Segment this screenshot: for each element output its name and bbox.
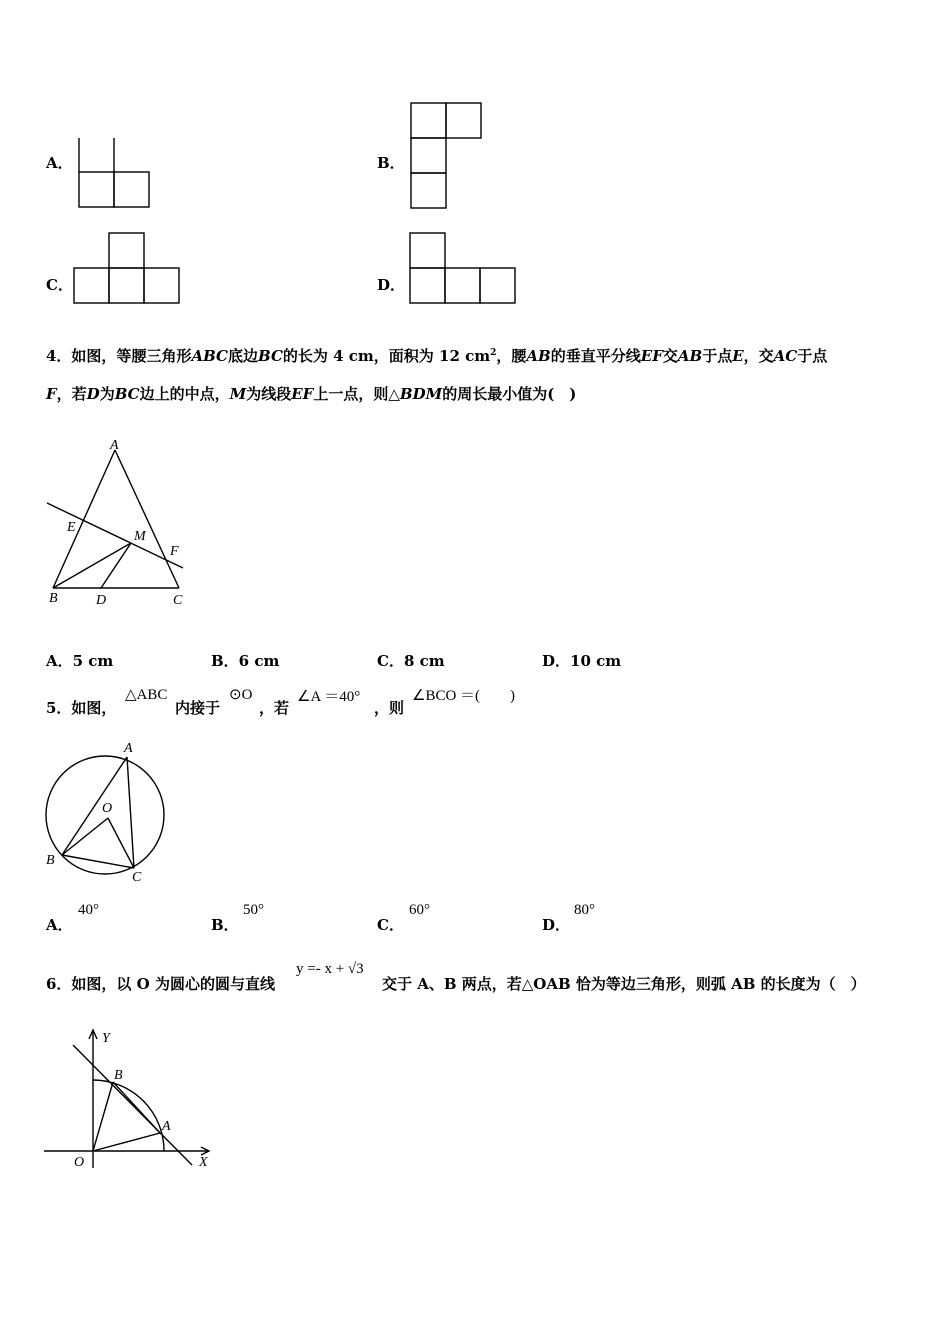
q5-stem-d: ，则 bbox=[374, 699, 405, 717]
q5-option-c-value: 60° bbox=[409, 902, 430, 918]
q5-option-a-value: 40° bbox=[78, 902, 99, 918]
q4-label-c: C bbox=[173, 593, 183, 608]
q3-option-d-label: D． bbox=[377, 276, 406, 294]
q4-label-m: M bbox=[134, 529, 146, 544]
q5-option-d-label: D． bbox=[542, 916, 571, 934]
q4-label-d: D bbox=[96, 593, 107, 608]
q5-option-c-label: C． bbox=[377, 916, 404, 934]
q4-option-b: B．6 cm bbox=[211, 652, 280, 670]
q5-option-a-label: A． bbox=[46, 916, 73, 934]
q6-label-b: B bbox=[114, 1068, 123, 1083]
q5-label-a: A bbox=[124, 741, 133, 756]
q6-label-o: O bbox=[74, 1155, 85, 1170]
q4-label-b: B bbox=[49, 591, 58, 606]
q6-equation: y =- x + √3 bbox=[296, 961, 364, 977]
q6-segment-ob bbox=[93, 1082, 113, 1151]
q5-stem-b: 内接于 bbox=[175, 699, 221, 717]
q6-label-y: Y bbox=[102, 1031, 110, 1046]
q5-stem-a: 5．如图， bbox=[46, 699, 117, 717]
q4-option-a: A．5 cm bbox=[46, 652, 114, 670]
q4-label-a: A bbox=[110, 438, 119, 453]
q5-stem-c: ，若 bbox=[259, 699, 290, 717]
q5-math-circle: ⊙O bbox=[229, 687, 253, 703]
q6-stem-a: 6．如图，以 O 为圆心的圆与直线 bbox=[46, 975, 275, 993]
q6-stem-b: 交于 A、B 两点，若△OAB 恰为等边三角形，则弧 AB 的长度为（ ） bbox=[382, 975, 866, 993]
q5-label-b: B bbox=[46, 853, 55, 868]
q5-option-d-value: 80° bbox=[574, 902, 595, 918]
q4-stem-line2: F，若D为BC边上的中点，M为线段EF上一点，则△BDM的周长最小值为( ) bbox=[46, 385, 577, 403]
q4-option-d: D．10 cm bbox=[542, 652, 622, 670]
q6-chord-ab bbox=[113, 1082, 160, 1133]
q3-option-a-label: A． bbox=[46, 154, 73, 172]
q6-label-a: A bbox=[162, 1119, 171, 1134]
q5-option-b-value: 50° bbox=[243, 902, 264, 918]
q4-label-e: E bbox=[67, 520, 76, 535]
q3-option-c-label: C． bbox=[46, 276, 73, 294]
q6-line bbox=[73, 1045, 192, 1165]
q5-label-c: C bbox=[132, 870, 142, 885]
q3-option-b-label: B． bbox=[377, 154, 405, 172]
q5-label-o: O bbox=[102, 801, 113, 816]
q4-stem-line1: 4．如图，等腰三角形ABC底边BC的长为 4 cm，面积为 12 $cm^2$，腰AB的垂直平分线EF交AB于点E，交AC于点 bbox=[46, 347, 828, 365]
q5-math-angle-a: ∠A ＝40° bbox=[297, 689, 361, 705]
q4-label-f: F bbox=[170, 544, 179, 559]
q5-option-b-label: B． bbox=[211, 916, 239, 934]
q6-segment-oa bbox=[93, 1133, 160, 1151]
q5-math-angle-bco: ∠BCO ＝( ) bbox=[412, 688, 516, 704]
q4-option-c: C．8 cm bbox=[377, 652, 445, 670]
q5-math-triangle: △ABC bbox=[125, 687, 168, 703]
q6-label-x: X bbox=[199, 1155, 208, 1170]
